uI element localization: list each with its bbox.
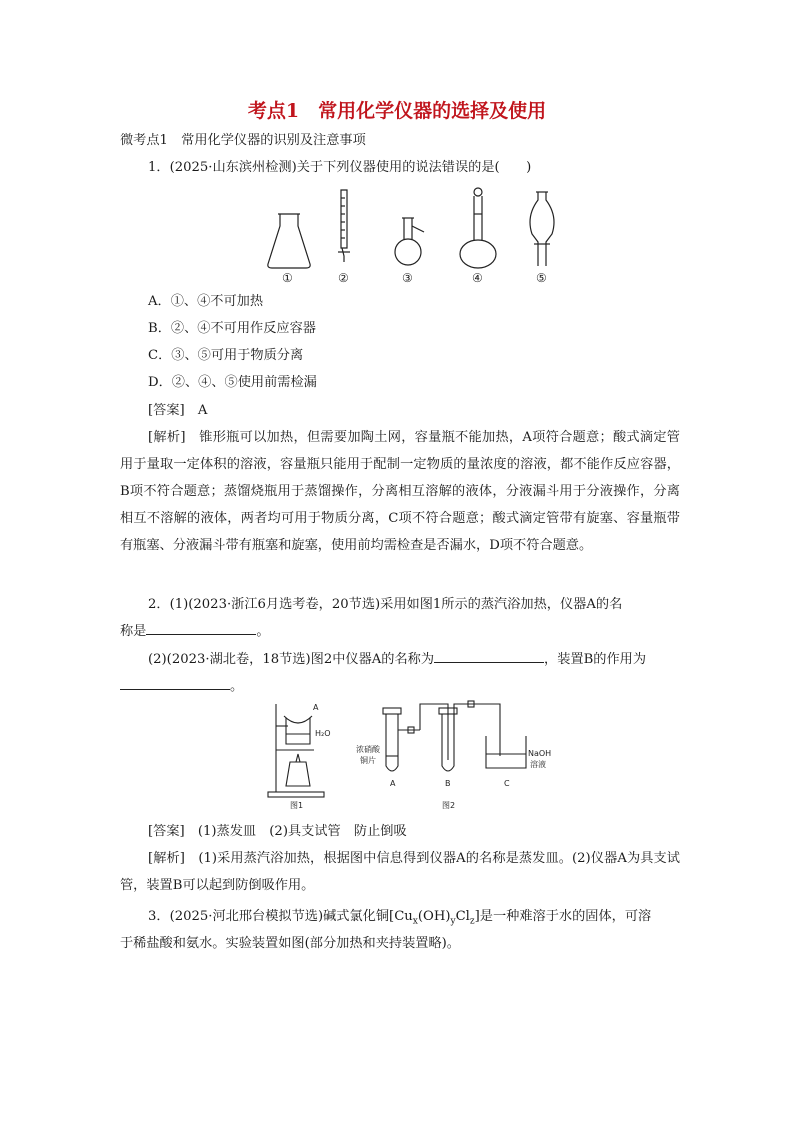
figure-1-steam-bath [266, 700, 346, 812]
q2-part2-text-b: ，装置B的作用为 [544, 652, 647, 667]
q2-answer: [答案] (1)蒸发皿 (2)具支试管 防止倒吸 [148, 824, 407, 839]
instrument-label-2: ② [338, 271, 349, 285]
q2-part1-end: 。 [256, 624, 270, 639]
fig2-label-b: B [445, 779, 451, 788]
instrument-label-4: ④ [472, 271, 483, 285]
fig1-caption: 图1 [290, 801, 304, 810]
q2-analysis: [解析] (1)采用蒸汽浴加热，根据图中信息得到仪器A的名称是蒸发皿。(2)仪器A为具支试管，装置B可以起到防倒吸作用。 [120, 851, 680, 893]
q2-part2-text: (2)(2023·湖北卷，18节选)图2中仪器A的名称为 [148, 652, 435, 667]
fig2-reagent-c1: NaOH [528, 749, 552, 758]
fig2-reagent-a2: 铜片 [360, 756, 376, 765]
q3-stem-b: ]是一种难溶于水的固体，可溶 [474, 909, 652, 924]
q3-sub-z: z [469, 916, 475, 927]
conical-flask [268, 214, 310, 268]
q1-option-d: D．②、④、⑤使用前需检漏 [148, 375, 317, 390]
page-title: 考点1 常用化学仪器的选择及使用 [247, 100, 547, 122]
fig2-reagent-a1: 浓硝酸 [356, 745, 380, 754]
distillation-flask [395, 239, 421, 265]
instrument-label-5: ⑤ [536, 271, 547, 285]
q3-sub-x: x [412, 916, 418, 927]
q3-stem-a: 3．(2025·河北邢台模拟节选)碱式氯化铜[Cu [148, 909, 413, 924]
q1-option-c: C．③、⑤可用于物质分离 [148, 348, 304, 363]
q2-part1-prefix: 称是 [120, 624, 147, 639]
fig2-reagent-c2: 溶液 [530, 760, 546, 769]
burette [341, 190, 347, 248]
q1-option-b: B．②、④不可用作反应容器 [148, 321, 316, 336]
q2-answer-blank-2 [434, 648, 544, 663]
fig1-label-h2o: H₂O [315, 729, 331, 738]
q1-stem: 1．(2025·山东滨州检测)关于下列仪器使用的说法错误的是( ) [148, 160, 532, 175]
q2-part1-stem: 2．(1)(2023·浙江6月选考卷，20节选)采用如图1所示的蒸汽浴加热，仪器A的名 [148, 597, 623, 612]
q1-instruments-figure [262, 186, 562, 286]
volumetric-flask [460, 240, 496, 268]
apparatus-drawing [350, 700, 560, 812]
steam-bath-drawing [266, 700, 346, 812]
q3-sub-y: y [450, 916, 456, 927]
q2-part2-blank-line [120, 673, 680, 700]
instrument-label-1: ① [282, 271, 293, 285]
fig2-label-a: A [390, 779, 396, 788]
fig2-caption: 图2 [442, 801, 456, 810]
fig1-label-a: A [313, 703, 319, 712]
q2-part1-blank-line [120, 618, 680, 645]
fig2-label-c: C [504, 779, 510, 788]
q3-stem-cl: Cl [455, 909, 470, 924]
figure-2-apparatus [350, 700, 560, 812]
instruments-drawing [262, 186, 562, 286]
q1-option-a: A．①、④不可加热 [148, 294, 264, 309]
q1-answer: [答案] A [148, 403, 208, 418]
q3-stem-oh: (OH) [417, 909, 451, 924]
q2-answer-blank-1 [146, 620, 256, 635]
instrument-label-3: ③ [402, 271, 413, 285]
subtitle: 微考点1 常用化学仪器的识别及注意事项 [120, 133, 366, 148]
q3-stem-line2: 于稀盐酸和氨水。实验装置如图(部分加热和夹持装置略)。 [120, 936, 460, 951]
q2-part2-stem [148, 646, 680, 673]
q1-analysis: [解析] 锥形瓶可以加热，但需要加陶土网，容量瓶不能加热，A项符合题意；酸式滴定管用于量取一定体积的溶液，容量瓶只能用于配制一定物质的量浓度的溶液，都不能作反应容器，B项不符合题意；蒸馏烧瓶用于蒸馏操作，分离相互溶解的液体，分液漏斗用于分液操作，分离相互不溶解的液体，两者均可用于物质分离，C项不符合题意；酸式滴定管带有旋塞、容量瓶带有瓶塞、分液漏斗带有瓶塞和旋塞，使用前均需检查是否漏水，D项不符合题意。 [120, 430, 680, 553]
q2-part2-end: 。 [230, 679, 244, 694]
separatory-funnel [530, 192, 554, 266]
q2-answer-blank-3 [120, 675, 230, 690]
